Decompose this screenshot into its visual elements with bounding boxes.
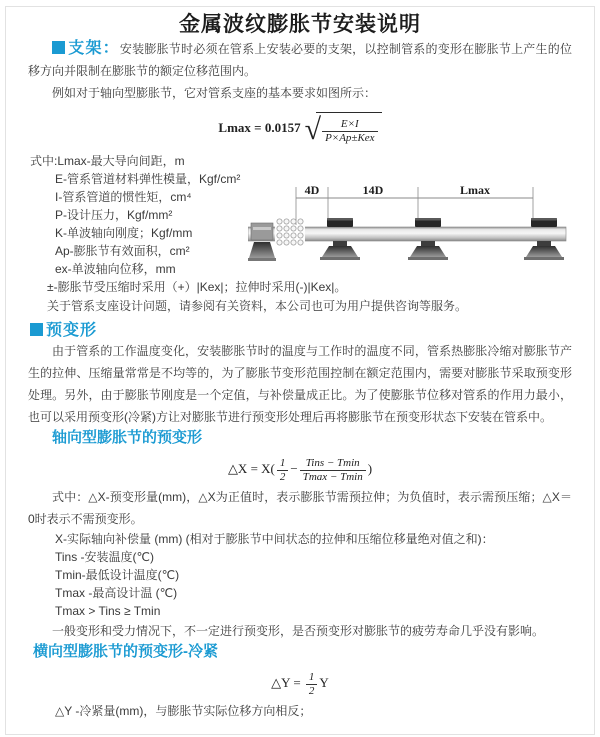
- predeform-section-heading: 预变形: [30, 322, 600, 340]
- formula-axial: [0, 452, 600, 486]
- lateral-explain-text: △Y -冷紧量(mm)，与膨胀节实际位移方向相反；: [55, 704, 312, 718]
- support-note-text: 关于管系支座设计问题，请参阅有关资料，本公司也可为用户提供咨询等服务。: [47, 299, 468, 313]
- symbol-definitions-block: [0, 152, 600, 296]
- support-intro-paragraph: [28, 38, 572, 82]
- axial-definitions-block: [0, 530, 600, 620]
- support-example-text: 例如对于轴向型膨胀节，它对管系支座的基本要求如图所示：: [52, 86, 377, 100]
- formula-axial-half: $\frac{1}{2}$: [277, 457, 289, 484]
- bellows-section: [275, 219, 305, 245]
- formula-lateral-rhs: Y: [319, 675, 329, 690]
- blue-square-icon: [30, 323, 43, 336]
- definition-line: K-单波轴向刚度；Kgf/mm: [55, 226, 193, 240]
- formula-lateral-lhs: △Y =: [271, 675, 301, 690]
- formula-axial-temp-fraction: $\frac{\text{Tins − Tmin}}{Tmax - Tmin}$: [300, 457, 366, 484]
- formula-lmax-radicand: [316, 112, 382, 146]
- formula-axial-rhs: ): [367, 461, 373, 476]
- definition-line: I-管系管道的惯性矩，cm⁴: [55, 190, 192, 204]
- formula-lateral-half: $\frac{1}{2}$: [306, 671, 318, 698]
- definition-line: Tins -安装温度(℃): [55, 550, 155, 564]
- definition-line: ±-膨胀节受压缩时采用（+）|Kex|；拉伸时采用(-)|Kex|。: [47, 280, 347, 294]
- definition-line: Tmax > Tins ≥ Tmin: [55, 604, 161, 618]
- definition-line: X-实际轴向补偿量 (mm) (相对于膨胀节中间状态的拉伸和压缩位移量绝对值之和)：: [55, 532, 494, 546]
- pipe-support-diagram: [248, 183, 573, 278]
- lateral-subheading: 横向型膨胀节的预变形-冷紧: [33, 643, 218, 660]
- formula-lmax-denominator: P×Ap±Kex: [325, 131, 375, 144]
- predeform-body-text: 由于管系的工作温度变化，安装膨胀节时的温度与工作时的温度不同，管系热膨胀冷缩对膨胀节产生的拉伸、压缩量常常是不均等的，为了膨胀节变形范围控制在额定范围内，需要对膨胀节采取预变形处理。另外，由于膨胀节刚度是一个定值，与补偿量成正比。为了使膨胀节位移对管系的作用力最小，也可以采用预变形(冷紧)方让对膨胀节进行预变形处理后再将膨胀节在预变形状态下安装在管系中。: [28, 344, 572, 424]
- support-intro-text: 安装膨胀节时必须在管系上安装必要的支架，以控制管系的变形在膨胀节上产生的位移方向并限制在膨胀节的额定位移范围内。: [28, 42, 572, 78]
- formula-axial-lhs: △X = X(: [227, 461, 275, 476]
- support-section-label: 支架：: [52, 40, 120, 57]
- definition-line: 式中:Lmax-最大导向间距，m: [30, 154, 185, 168]
- definition-line: Ap-膨胀节有效面积，cm²: [55, 244, 190, 258]
- dim-label-4d: 4D: [304, 183, 320, 197]
- sqrt-sign: √: [304, 113, 322, 147]
- formula-lmax-lhs: Lmax = 0.0157: [218, 120, 301, 135]
- definition-line: Tmin-最低设计温度(℃): [55, 568, 180, 582]
- axial-explain-text: 式中：△X-预变形量(mm)，△X为正值时，表示膨胀节需预拉伸；为负值时，表示需预压缩；△X＝0时表示不需预变形。: [28, 490, 572, 526]
- anchor-support: [248, 223, 276, 261]
- definition-line: P-设计压力，Kgf/mm²: [55, 208, 173, 222]
- minus-sign: −: [290, 461, 298, 476]
- dim-label-lmax: Lmax: [460, 183, 490, 197]
- blue-square-icon: [52, 41, 65, 54]
- definition-line: ex-单波轴向位移，mm: [55, 262, 176, 276]
- axial-subheading: 轴向型膨胀节的预变形: [52, 429, 203, 446]
- axial-closing-text: 一般变形和受力情况下，不一定进行预变形，是否预变形对膨胀节的疲劳寿命几乎没有影响。: [52, 624, 545, 638]
- definition-line: E-管系管道材料弹性模量，Kgf/cm²: [55, 172, 241, 186]
- page-title: 金属波纹膨胀节安装说明: [179, 13, 421, 36]
- definition-line: Tmax -最高设计温 (℃): [55, 586, 178, 600]
- formula-lmax: [0, 112, 600, 147]
- formula-lateral: [0, 668, 600, 698]
- dim-label-14d: 14D: [362, 183, 384, 197]
- formula-lmax-numerator: E×I: [322, 118, 378, 132]
